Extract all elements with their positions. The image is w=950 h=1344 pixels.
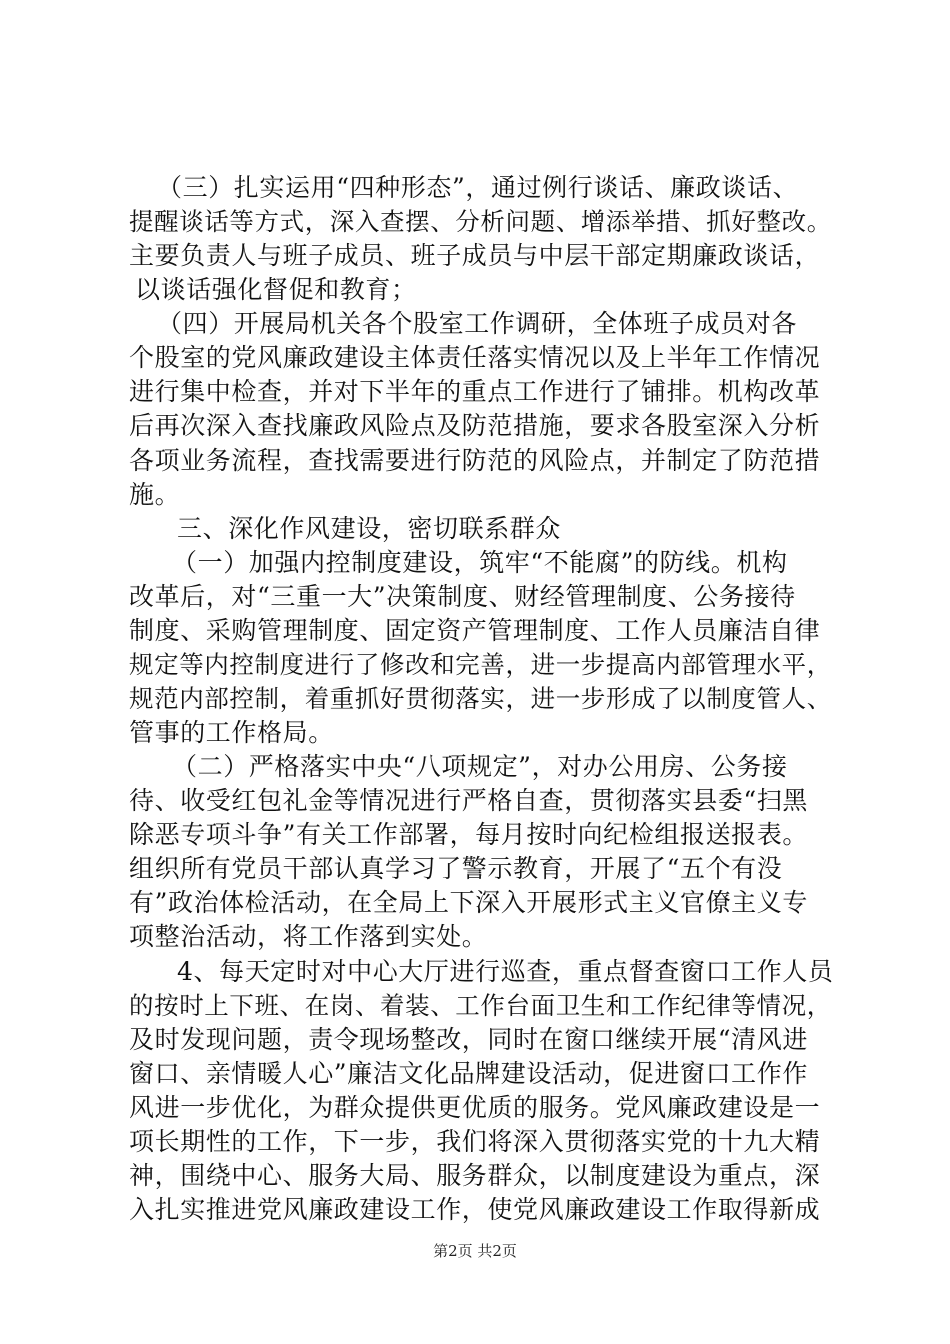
paragraph-line: （三）扎实运用“四种形态”，通过例行谈话、廉政谈话、 [157, 173, 799, 202]
paragraph-line: 施。 [129, 480, 181, 509]
paragraph-line: 各项业务流程，查找需要进行防范的风险点，并制定了防范措 [129, 446, 821, 475]
paragraph-line: 制度、采购管理制度、固定资产管理制度、工作人员廉洁自律 [129, 616, 821, 645]
paragraph-line: 改革后，对“三重一大”决策制度、财经管理制度、公务接待 [129, 582, 796, 611]
paragraph-line: 规定等内控制度进行了修改和完善，进一步提高内部管理水平， [129, 650, 832, 679]
paragraph-line: 窗口、亲情暖人心”廉洁文化品牌建设活动，促进窗口工作作 [129, 1059, 808, 1088]
paragraph-line: 4、每天定时对中心大厅进行巡查，重点督查窗口工作人员 [177, 957, 834, 986]
paragraph-line: 组织所有党员干部认真学习了警示教育，开展了“五个有没 [129, 854, 783, 883]
paragraph-line: 及时发现问题，责令现场整改，同时在窗口继续开展“清风进 [129, 1025, 808, 1054]
page-footer: 第2页 共2页 [433, 1242, 517, 1260]
paragraph-line: 项整治活动，将工作落到实处。 [129, 922, 488, 951]
paragraph-line: 提醒谈话等方式，深入查摆、分析问题、增添举措、抓好整改。 [129, 207, 832, 236]
paragraph-line: 项长期性的工作，下一步，我们将深入贯彻落实党的十九大精 [129, 1127, 821, 1156]
paragraph-line: 风进一步优化，为群众提供更优质的服务。党风廉政建设是一 [129, 1093, 821, 1122]
paragraph-line: （四）开展局机关各个股室工作调研，全体班子成员对各 [157, 309, 798, 338]
paragraph-line: （二）严格落实中央“八项规定”，对办公用房、公务接 [172, 752, 788, 781]
paragraph-line: 入扎实推进党风廉政建设工作，使党风廉政建设工作取得新成 [129, 1195, 821, 1224]
paragraph-line: （一）加强内控制度建设，筑牢“不能腐”的防线。机构 [172, 548, 788, 577]
paragraph-line: 主要负责人与班子成员、班子成员与中层干部定期廉政谈话， [129, 241, 821, 270]
paragraph-line: 管事的工作格局。 [129, 718, 334, 747]
section-heading: 三、深化作风建设，密切联系群众 [177, 514, 562, 543]
paragraph-line: 规范内部控制，着重抓好贯彻落实，进一步形成了以制度管人、 [129, 684, 832, 713]
paragraph-line: 有”政治体检活动，在全局上下深入开展形式主义官僚主义专 [129, 888, 808, 917]
paragraph-line: 后再次深入查找廉政风险点及防范措施，要求各股室深入分析 [129, 411, 821, 440]
paragraph-line: 个股室的党风廉政建设主体责任落实情况以及上半年工作情况 [129, 343, 821, 372]
paragraph-line: 待、收受红包礼金等情况进行严格自查，贯彻落实县委“扫黑 [129, 786, 808, 815]
paragraph-line: 神，围绕中心、服务大局、服务群众，以制度建设为重点，深 [129, 1161, 821, 1190]
paragraph-line: 除恶专项斗争”有关工作部署，每月按时向纪检组报送报表。 [129, 820, 808, 849]
paragraph-line: 进行集中检查，并对下半年的重点工作进行了铺排。机构改革 [129, 377, 821, 406]
paragraph-line: 的按时上下班、在岗、着装、工作台面卫生和工作纪律等情况， [129, 991, 832, 1020]
paragraph-line: 以谈话强化督促和教育； [135, 275, 417, 304]
